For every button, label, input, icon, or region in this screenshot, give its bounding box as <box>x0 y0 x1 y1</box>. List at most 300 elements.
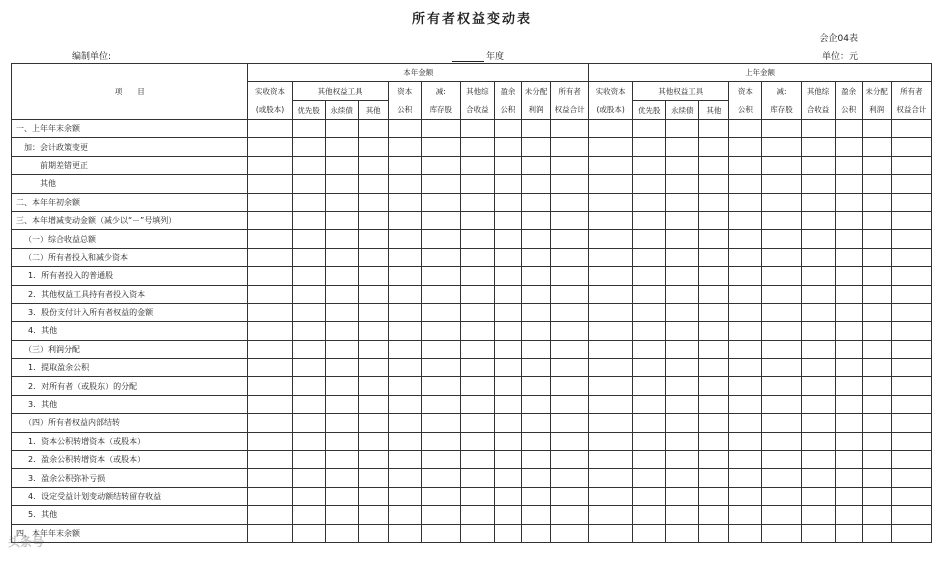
amount-cell[interactable] <box>633 359 666 377</box>
amount-cell[interactable] <box>494 175 521 193</box>
amount-cell[interactable] <box>358 193 388 211</box>
amount-cell[interactable] <box>862 506 891 524</box>
amount-cell[interactable] <box>292 211 325 229</box>
amount-cell[interactable] <box>801 211 835 229</box>
amount-cell[interactable] <box>292 451 325 469</box>
amount-cell[interactable] <box>248 524 292 542</box>
amount-cell[interactable] <box>494 303 521 321</box>
amount-cell[interactable] <box>835 248 862 266</box>
amount-cell[interactable] <box>292 487 325 505</box>
amount-cell[interactable] <box>358 120 388 138</box>
amount-cell[interactable] <box>862 230 891 248</box>
amount-cell[interactable] <box>388 432 421 450</box>
amount-cell[interactable] <box>460 451 494 469</box>
amount-cell[interactable] <box>325 156 358 174</box>
amount-cell[interactable] <box>292 377 325 395</box>
amount-cell[interactable] <box>358 211 388 229</box>
amount-cell[interactable] <box>633 322 666 340</box>
amount-cell[interactable] <box>862 377 891 395</box>
amount-cell[interactable] <box>248 248 292 266</box>
amount-cell[interactable] <box>891 156 931 174</box>
amount-cell[interactable] <box>521 487 550 505</box>
amount-cell[interactable] <box>421 156 460 174</box>
amount-cell[interactable] <box>358 267 388 285</box>
amount-cell[interactable] <box>494 506 521 524</box>
amount-cell[interactable] <box>729 487 762 505</box>
amount-cell[interactable] <box>292 395 325 413</box>
amount-cell[interactable] <box>521 506 550 524</box>
amount-cell[interactable] <box>633 120 666 138</box>
amount-cell[interactable] <box>325 303 358 321</box>
amount-cell[interactable] <box>801 469 835 487</box>
amount-cell[interactable] <box>248 377 292 395</box>
amount-cell[interactable] <box>421 414 460 432</box>
amount-cell[interactable] <box>248 230 292 248</box>
amount-cell[interactable] <box>801 230 835 248</box>
amount-cell[interactable] <box>292 156 325 174</box>
amount-cell[interactable] <box>521 377 550 395</box>
amount-cell[interactable] <box>762 322 801 340</box>
amount-cell[interactable] <box>421 395 460 413</box>
amount-cell[interactable] <box>729 193 762 211</box>
amount-cell[interactable] <box>762 377 801 395</box>
amount-cell[interactable] <box>666 322 699 340</box>
amount-cell[interactable] <box>801 156 835 174</box>
amount-cell[interactable] <box>421 248 460 266</box>
amount-cell[interactable] <box>292 230 325 248</box>
amount-cell[interactable] <box>421 340 460 358</box>
amount-cell[interactable] <box>666 230 699 248</box>
amount-cell[interactable] <box>891 451 931 469</box>
amount-cell[interactable] <box>762 156 801 174</box>
amount-cell[interactable] <box>762 432 801 450</box>
amount-cell[interactable] <box>862 156 891 174</box>
amount-cell[interactable] <box>521 340 550 358</box>
amount-cell[interactable] <box>633 414 666 432</box>
amount-cell[interactable] <box>388 395 421 413</box>
amount-cell[interactable] <box>421 451 460 469</box>
amount-cell[interactable] <box>699 322 729 340</box>
amount-cell[interactable] <box>699 230 729 248</box>
amount-cell[interactable] <box>835 359 862 377</box>
amount-cell[interactable] <box>862 414 891 432</box>
amount-cell[interactable] <box>292 469 325 487</box>
amount-cell[interactable] <box>325 211 358 229</box>
amount-cell[interactable] <box>699 359 729 377</box>
amount-cell[interactable] <box>589 451 633 469</box>
amount-cell[interactable] <box>862 175 891 193</box>
amount-cell[interactable] <box>521 193 550 211</box>
amount-cell[interactable] <box>699 267 729 285</box>
amount-cell[interactable] <box>633 193 666 211</box>
amount-cell[interactable] <box>589 524 633 542</box>
amount-cell[interactable] <box>248 303 292 321</box>
amount-cell[interactable] <box>633 303 666 321</box>
amount-cell[interactable] <box>551 506 589 524</box>
amount-cell[interactable] <box>248 193 292 211</box>
amount-cell[interactable] <box>891 340 931 358</box>
amount-cell[interactable] <box>589 303 633 321</box>
amount-cell[interactable] <box>729 175 762 193</box>
amount-cell[interactable] <box>521 156 550 174</box>
amount-cell[interactable] <box>325 432 358 450</box>
amount-cell[interactable] <box>699 524 729 542</box>
amount-cell[interactable] <box>891 395 931 413</box>
amount-cell[interactable] <box>248 285 292 303</box>
amount-cell[interactable] <box>248 156 292 174</box>
amount-cell[interactable] <box>551 359 589 377</box>
amount-cell[interactable] <box>521 285 550 303</box>
amount-cell[interactable] <box>248 120 292 138</box>
amount-cell[interactable] <box>325 506 358 524</box>
amount-cell[interactable] <box>699 211 729 229</box>
amount-cell[interactable] <box>292 120 325 138</box>
amount-cell[interactable] <box>494 322 521 340</box>
amount-cell[interactable] <box>388 340 421 358</box>
amount-cell[interactable] <box>388 524 421 542</box>
amount-cell[interactable] <box>729 211 762 229</box>
amount-cell[interactable] <box>589 138 633 156</box>
amount-cell[interactable] <box>421 303 460 321</box>
amount-cell[interactable] <box>801 285 835 303</box>
amount-cell[interactable] <box>891 248 931 266</box>
amount-cell[interactable] <box>358 322 388 340</box>
amount-cell[interactable] <box>891 120 931 138</box>
amount-cell[interactable] <box>589 193 633 211</box>
amount-cell[interactable] <box>699 395 729 413</box>
amount-cell[interactable] <box>551 377 589 395</box>
amount-cell[interactable] <box>762 303 801 321</box>
amount-cell[interactable] <box>589 211 633 229</box>
amount-cell[interactable] <box>494 193 521 211</box>
amount-cell[interactable] <box>494 120 521 138</box>
amount-cell[interactable] <box>666 303 699 321</box>
amount-cell[interactable] <box>494 451 521 469</box>
amount-cell[interactable] <box>801 395 835 413</box>
amount-cell[interactable] <box>460 267 494 285</box>
amount-cell[interactable] <box>633 267 666 285</box>
amount-cell[interactable] <box>666 285 699 303</box>
amount-cell[interactable] <box>292 138 325 156</box>
amount-cell[interactable] <box>633 211 666 229</box>
amount-cell[interactable] <box>699 120 729 138</box>
amount-cell[interactable] <box>248 432 292 450</box>
amount-cell[interactable] <box>292 414 325 432</box>
amount-cell[interactable] <box>358 506 388 524</box>
amount-cell[interactable] <box>292 524 325 542</box>
amount-cell[interactable] <box>762 359 801 377</box>
amount-cell[interactable] <box>633 469 666 487</box>
amount-cell[interactable] <box>699 432 729 450</box>
amount-cell[interactable] <box>666 487 699 505</box>
amount-cell[interactable] <box>460 506 494 524</box>
amount-cell[interactable] <box>388 211 421 229</box>
amount-cell[interactable] <box>551 211 589 229</box>
amount-cell[interactable] <box>729 322 762 340</box>
amount-cell[interactable] <box>891 230 931 248</box>
amount-cell[interactable] <box>762 267 801 285</box>
amount-cell[interactable] <box>460 303 494 321</box>
amount-cell[interactable] <box>551 285 589 303</box>
amount-cell[interactable] <box>835 377 862 395</box>
amount-cell[interactable] <box>494 395 521 413</box>
amount-cell[interactable] <box>460 193 494 211</box>
amount-cell[interactable] <box>633 248 666 266</box>
amount-cell[interactable] <box>862 285 891 303</box>
amount-cell[interactable] <box>862 340 891 358</box>
amount-cell[interactable] <box>589 230 633 248</box>
amount-cell[interactable] <box>494 487 521 505</box>
amount-cell[interactable] <box>729 138 762 156</box>
amount-cell[interactable] <box>666 120 699 138</box>
amount-cell[interactable] <box>891 322 931 340</box>
amount-cell[interactable] <box>358 138 388 156</box>
amount-cell[interactable] <box>835 120 862 138</box>
amount-cell[interactable] <box>521 359 550 377</box>
amount-cell[interactable] <box>862 248 891 266</box>
amount-cell[interactable] <box>248 211 292 229</box>
amount-cell[interactable] <box>358 359 388 377</box>
amount-cell[interactable] <box>891 487 931 505</box>
amount-cell[interactable] <box>358 156 388 174</box>
amount-cell[interactable] <box>292 340 325 358</box>
amount-cell[interactable] <box>421 377 460 395</box>
amount-cell[interactable] <box>589 377 633 395</box>
amount-cell[interactable] <box>325 138 358 156</box>
amount-cell[interactable] <box>699 377 729 395</box>
amount-cell[interactable] <box>292 267 325 285</box>
amount-cell[interactable] <box>589 487 633 505</box>
amount-cell[interactable] <box>248 267 292 285</box>
amount-cell[interactable] <box>666 156 699 174</box>
amount-cell[interactable] <box>589 469 633 487</box>
amount-cell[interactable] <box>421 432 460 450</box>
amount-cell[interactable] <box>589 432 633 450</box>
amount-cell[interactable] <box>521 120 550 138</box>
amount-cell[interactable] <box>891 377 931 395</box>
amount-cell[interactable] <box>762 340 801 358</box>
amount-cell[interactable] <box>325 285 358 303</box>
amount-cell[interactable] <box>325 487 358 505</box>
amount-cell[interactable] <box>891 432 931 450</box>
amount-cell[interactable] <box>388 487 421 505</box>
amount-cell[interactable] <box>325 120 358 138</box>
amount-cell[interactable] <box>292 285 325 303</box>
amount-cell[interactable] <box>835 175 862 193</box>
amount-cell[interactable] <box>421 138 460 156</box>
amount-cell[interactable] <box>862 267 891 285</box>
amount-cell[interactable] <box>835 506 862 524</box>
amount-cell[interactable] <box>358 414 388 432</box>
amount-cell[interactable] <box>835 156 862 174</box>
amount-cell[interactable] <box>551 120 589 138</box>
amount-cell[interactable] <box>292 432 325 450</box>
amount-cell[interactable] <box>589 285 633 303</box>
amount-cell[interactable] <box>521 414 550 432</box>
amount-cell[interactable] <box>325 193 358 211</box>
amount-cell[interactable] <box>460 138 494 156</box>
amount-cell[interactable] <box>891 138 931 156</box>
amount-cell[interactable] <box>388 322 421 340</box>
amount-cell[interactable] <box>388 359 421 377</box>
amount-cell[interactable] <box>589 175 633 193</box>
amount-cell[interactable] <box>388 248 421 266</box>
amount-cell[interactable] <box>248 359 292 377</box>
amount-cell[interactable] <box>835 524 862 542</box>
amount-cell[interactable] <box>801 193 835 211</box>
amount-cell[interactable] <box>292 303 325 321</box>
amount-cell[interactable] <box>421 285 460 303</box>
amount-cell[interactable] <box>325 414 358 432</box>
amount-cell[interactable] <box>729 248 762 266</box>
amount-cell[interactable] <box>762 193 801 211</box>
amount-cell[interactable] <box>762 451 801 469</box>
amount-cell[interactable] <box>891 359 931 377</box>
amount-cell[interactable] <box>589 120 633 138</box>
amount-cell[interactable] <box>801 175 835 193</box>
amount-cell[interactable] <box>551 451 589 469</box>
amount-cell[interactable] <box>388 451 421 469</box>
amount-cell[interactable] <box>762 248 801 266</box>
amount-cell[interactable] <box>551 340 589 358</box>
amount-cell[interactable] <box>835 285 862 303</box>
amount-cell[interactable] <box>862 138 891 156</box>
amount-cell[interactable] <box>835 432 862 450</box>
amount-cell[interactable] <box>292 506 325 524</box>
amount-cell[interactable] <box>460 156 494 174</box>
amount-cell[interactable] <box>699 175 729 193</box>
amount-cell[interactable] <box>358 303 388 321</box>
amount-cell[interactable] <box>666 248 699 266</box>
amount-cell[interactable] <box>494 230 521 248</box>
amount-cell[interactable] <box>521 322 550 340</box>
amount-cell[interactable] <box>666 377 699 395</box>
amount-cell[interactable] <box>891 414 931 432</box>
amount-cell[interactable] <box>762 395 801 413</box>
amount-cell[interactable] <box>388 120 421 138</box>
amount-cell[interactable] <box>551 303 589 321</box>
amount-cell[interactable] <box>551 156 589 174</box>
amount-cell[interactable] <box>801 303 835 321</box>
amount-cell[interactable] <box>421 193 460 211</box>
amount-cell[interactable] <box>699 138 729 156</box>
amount-cell[interactable] <box>589 359 633 377</box>
amount-cell[interactable] <box>521 138 550 156</box>
amount-cell[interactable] <box>460 359 494 377</box>
amount-cell[interactable] <box>666 138 699 156</box>
amount-cell[interactable] <box>891 211 931 229</box>
amount-cell[interactable] <box>521 395 550 413</box>
amount-cell[interactable] <box>729 451 762 469</box>
amount-cell[interactable] <box>551 487 589 505</box>
amount-cell[interactable] <box>729 414 762 432</box>
amount-cell[interactable] <box>248 340 292 358</box>
amount-cell[interactable] <box>248 506 292 524</box>
amount-cell[interactable] <box>551 193 589 211</box>
amount-cell[interactable] <box>801 451 835 469</box>
amount-cell[interactable] <box>762 175 801 193</box>
amount-cell[interactable] <box>325 469 358 487</box>
amount-cell[interactable] <box>835 303 862 321</box>
amount-cell[interactable] <box>325 175 358 193</box>
amount-cell[interactable] <box>729 285 762 303</box>
amount-cell[interactable] <box>666 340 699 358</box>
amount-cell[interactable] <box>891 469 931 487</box>
amount-cell[interactable] <box>862 432 891 450</box>
amount-cell[interactable] <box>358 175 388 193</box>
amount-cell[interactable] <box>521 451 550 469</box>
amount-cell[interactable] <box>421 469 460 487</box>
amount-cell[interactable] <box>551 432 589 450</box>
amount-cell[interactable] <box>358 432 388 450</box>
amount-cell[interactable] <box>388 506 421 524</box>
amount-cell[interactable] <box>421 506 460 524</box>
amount-cell[interactable] <box>699 285 729 303</box>
amount-cell[interactable] <box>835 230 862 248</box>
amount-cell[interactable] <box>633 377 666 395</box>
amount-cell[interactable] <box>835 414 862 432</box>
amount-cell[interactable] <box>729 469 762 487</box>
amount-cell[interactable] <box>494 432 521 450</box>
amount-cell[interactable] <box>248 175 292 193</box>
amount-cell[interactable] <box>292 175 325 193</box>
amount-cell[interactable] <box>835 322 862 340</box>
amount-cell[interactable] <box>699 487 729 505</box>
amount-cell[interactable] <box>521 267 550 285</box>
amount-cell[interactable] <box>388 230 421 248</box>
amount-cell[interactable] <box>891 267 931 285</box>
amount-cell[interactable] <box>729 340 762 358</box>
amount-cell[interactable] <box>551 230 589 248</box>
amount-cell[interactable] <box>388 193 421 211</box>
amount-cell[interactable] <box>666 506 699 524</box>
amount-cell[interactable] <box>551 138 589 156</box>
amount-cell[interactable] <box>551 395 589 413</box>
amount-cell[interactable] <box>862 451 891 469</box>
amount-cell[interactable] <box>494 469 521 487</box>
amount-cell[interactable] <box>358 285 388 303</box>
amount-cell[interactable] <box>358 487 388 505</box>
amount-cell[interactable] <box>358 340 388 358</box>
amount-cell[interactable] <box>891 303 931 321</box>
amount-cell[interactable] <box>862 469 891 487</box>
amount-cell[interactable] <box>494 524 521 542</box>
amount-cell[interactable] <box>666 395 699 413</box>
amount-cell[interactable] <box>325 359 358 377</box>
amount-cell[interactable] <box>325 322 358 340</box>
amount-cell[interactable] <box>460 524 494 542</box>
amount-cell[interactable] <box>460 487 494 505</box>
amount-cell[interactable] <box>248 487 292 505</box>
amount-cell[interactable] <box>325 248 358 266</box>
amount-cell[interactable] <box>325 377 358 395</box>
amount-cell[interactable] <box>325 267 358 285</box>
amount-cell[interactable] <box>358 377 388 395</box>
amount-cell[interactable] <box>460 248 494 266</box>
amount-cell[interactable] <box>801 120 835 138</box>
amount-cell[interactable] <box>388 377 421 395</box>
amount-cell[interactable] <box>460 120 494 138</box>
amount-cell[interactable] <box>835 395 862 413</box>
amount-cell[interactable] <box>801 340 835 358</box>
amount-cell[interactable] <box>388 156 421 174</box>
amount-cell[interactable] <box>421 524 460 542</box>
amount-cell[interactable] <box>248 469 292 487</box>
amount-cell[interactable] <box>494 156 521 174</box>
amount-cell[interactable] <box>666 193 699 211</box>
amount-cell[interactable] <box>460 469 494 487</box>
amount-cell[interactable] <box>589 322 633 340</box>
